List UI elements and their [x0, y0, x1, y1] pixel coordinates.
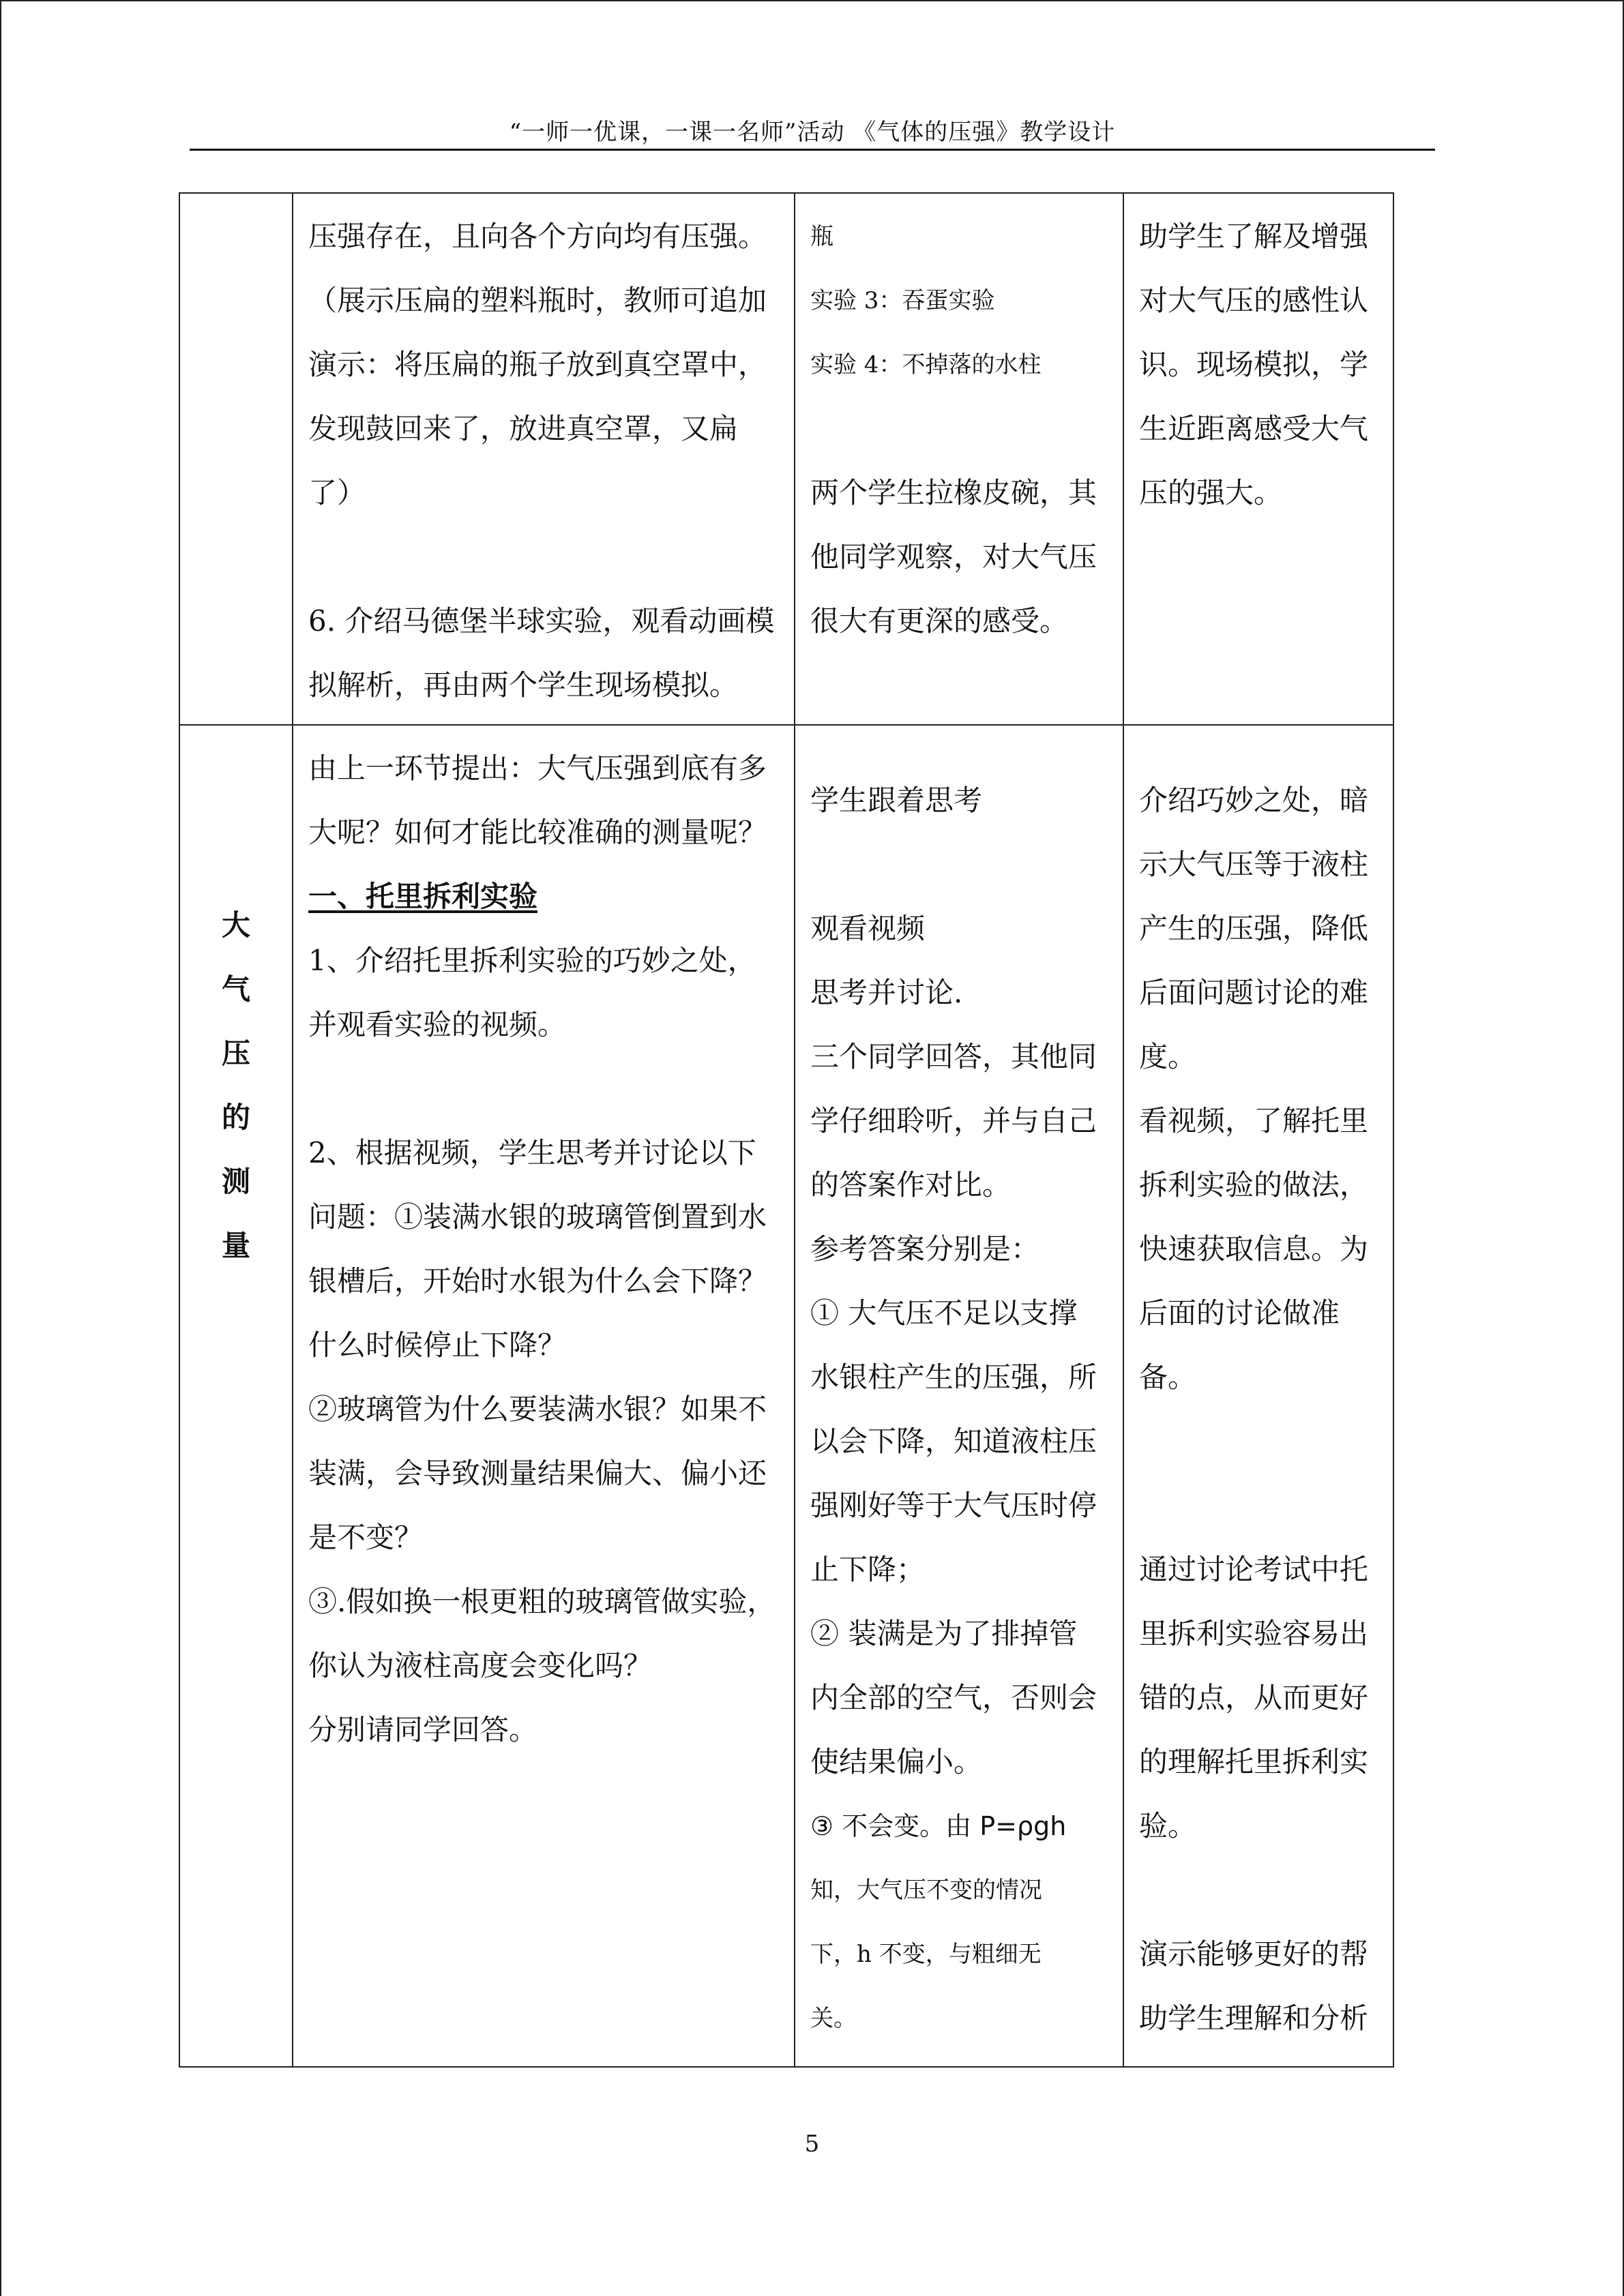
student-activity-cell [795, 725, 1123, 2067]
teacher-line: 什么时候停止下降？ [308, 1328, 567, 1362]
student-line: 水银柱产生的压强，所 [810, 1360, 1097, 1394]
table-row [179, 193, 1393, 725]
intent-line: 快速获取信息。为 [1139, 1232, 1369, 1266]
intent-line: 里拆利实验容易出 [1139, 1617, 1369, 1650]
spacer [308, 1057, 780, 1121]
teacher-activity-cell [293, 725, 795, 2067]
spacer [810, 865, 1109, 897]
teacher-line: 是不变？ [308, 1521, 424, 1554]
spacer [1139, 1410, 1379, 1474]
teacher-line: 演示：将压扁的瓶子放到真空罩中， [308, 348, 767, 381]
stage-title-char: 压 [221, 1037, 250, 1070]
student-line: 止下降； [810, 1553, 926, 1586]
student-line: 实验 3：吞蛋实验 [810, 287, 995, 314]
student-line: 以会下降，知道液柱压 [810, 1425, 1097, 1458]
teacher-line: （展示压扁的塑料瓶时，教师可追加 [308, 284, 767, 317]
stage-title-char: 大 [221, 908, 250, 942]
teacher-activity-cell [293, 193, 795, 725]
teacher-line: 大呢？如何才能比较准确的测量呢？ [308, 816, 767, 849]
intent-line: 的理解托里拆利实 [1139, 1745, 1369, 1778]
student-line: 知，大气压不变的情况 [810, 1877, 1042, 1904]
intent-line: 演示能够更好的帮 [1139, 1937, 1369, 1971]
page-header-title: “一师一优课，一课一名师”活动 《气体的压强》教学设计 [509, 119, 1116, 146]
student-line: 参考答案分别是： [810, 1232, 1040, 1266]
spacer [1139, 736, 1379, 769]
teacher-line: 你认为液柱高度会变化吗？ [308, 1649, 653, 1682]
intent-line: 错的点，从而更好 [1139, 1681, 1369, 1714]
intent-line: 压的强大。 [1139, 476, 1283, 509]
teacher-line: 装满，会导致测量结果偏大、偏小还 [308, 1457, 767, 1490]
intent-line: 通过讨论考试中托 [1139, 1553, 1369, 1586]
stage-title-char: 的 [221, 1101, 250, 1134]
teacher-line: 分别请同学回答。 [308, 1713, 538, 1746]
spacer [1139, 1858, 1379, 1922]
intent-line: 示大气压等于液柱 [1139, 848, 1369, 881]
stage-title-char: 气 [221, 972, 250, 1006]
intent-line: 产生的压强，降低 [1139, 912, 1369, 945]
section-title: 一、托里拆利实验 [308, 880, 538, 913]
teacher-line: 拟解析，再由两个学生现场模拟。 [308, 668, 739, 702]
lesson-plan-table [179, 192, 1394, 2068]
teacher-line: ②玻璃管为什么要装满水银？如果不 [308, 1392, 767, 1426]
student-line: 实验 4：不掉落的水柱 [810, 351, 1042, 378]
intent-line: 看视频，了解托里 [1139, 1104, 1369, 1137]
teacher-line: 并观看实验的视频。 [308, 1008, 567, 1041]
student-line: 很大有更深的感受。 [810, 604, 1069, 638]
spacer [1139, 1474, 1379, 1538]
design-intent-cell [1123, 725, 1393, 2067]
intent-line: 度。 [1139, 1040, 1197, 1073]
intent-line: 助学生理解和分析 [1139, 2001, 1369, 2035]
header-rule [190, 149, 1435, 151]
spacer [810, 833, 1109, 865]
teacher-line: 了） [308, 476, 366, 509]
page-top-border [0, 0, 1624, 1]
teacher-line: 1、介绍托里拆利实验的巧妙之处， [308, 944, 756, 977]
student-line: 思考并讨论. [810, 976, 963, 1009]
spacer [810, 736, 1109, 769]
stage-cell [179, 725, 293, 2067]
intent-line: 识。现场模拟，学 [1139, 348, 1369, 381]
teacher-line: ③.假如换一根更粗的玻璃管做实验， [308, 1585, 776, 1618]
teacher-line: 问题：①装满水银的玻璃管倒置到水 [308, 1200, 767, 1234]
student-line: ① 大气压不足以支撑 [810, 1296, 1078, 1330]
spacer [810, 397, 1109, 461]
stage-cell-empty [179, 193, 293, 725]
intent-line: 后面问题讨论的难 [1139, 976, 1369, 1009]
student-line: 瓶 [810, 223, 833, 250]
student-line: 使结果偏小。 [810, 1745, 983, 1778]
teacher-line: 银槽后，开始时水银为什么会下降？ [308, 1264, 767, 1298]
stage-title-char: 测 [221, 1165, 250, 1198]
teacher-line: 由上一环节提出：大气压强到底有多 [308, 751, 767, 785]
student-line: 三个同学回答，其他同 [810, 1040, 1097, 1073]
page-left-border [0, 0, 1, 2296]
student-activity-cell [795, 193, 1123, 725]
intent-line: 对大气压的感性认 [1139, 284, 1369, 317]
student-line: 他同学观察，对大气压 [810, 540, 1097, 573]
student-line: 两个学生拉橡皮碗，其 [810, 476, 1097, 509]
teacher-line: 6. 介绍马德堡半球实验，观看动画模 [308, 604, 775, 638]
teacher-line: 压强存在，且向各个方向均有压强。 [308, 220, 767, 253]
stage-title-char: 量 [221, 1229, 250, 1262]
student-line: 学生跟着思考 [810, 784, 983, 817]
teacher-line: 发现鼓回来了，放进真空罩，又扁 [308, 412, 739, 445]
intent-line: 介绍巧妙之处，暗 [1139, 784, 1369, 817]
student-line: 关。 [810, 2005, 857, 2032]
student-line: 观看视频 [810, 912, 926, 945]
student-line: 下，h 不变，与粗细无 [810, 1941, 1042, 1968]
teacher-line: 2、根据视频，学生思考并讨论以下 [308, 1136, 756, 1169]
student-line: 内全部的空气，否则会 [810, 1681, 1097, 1714]
intent-line: 拆利实验的做法， [1139, 1168, 1369, 1202]
student-line: ③ 不会变。由 P=ρgh [810, 1811, 1067, 1841]
spacer [308, 525, 780, 589]
student-line: ② 装满是为了排掉管 [810, 1617, 1078, 1650]
intent-line: 生近距离感受大气 [1139, 412, 1369, 445]
design-intent-cell [1123, 193, 1393, 725]
intent-line: 助学生了解及增强 [1139, 220, 1369, 253]
table-row [179, 725, 1393, 2067]
intent-line: 后面的讨论做准 [1139, 1296, 1340, 1330]
page-number: 5 [804, 2130, 820, 2158]
intent-line: 备。 [1139, 1360, 1197, 1394]
student-line: 的答案作对比。 [810, 1168, 1012, 1202]
student-line: 强刚好等于大气压时停 [810, 1489, 1097, 1522]
intent-line: 验。 [1139, 1809, 1197, 1843]
student-line: 学仔细聆听，并与自己 [810, 1104, 1097, 1137]
